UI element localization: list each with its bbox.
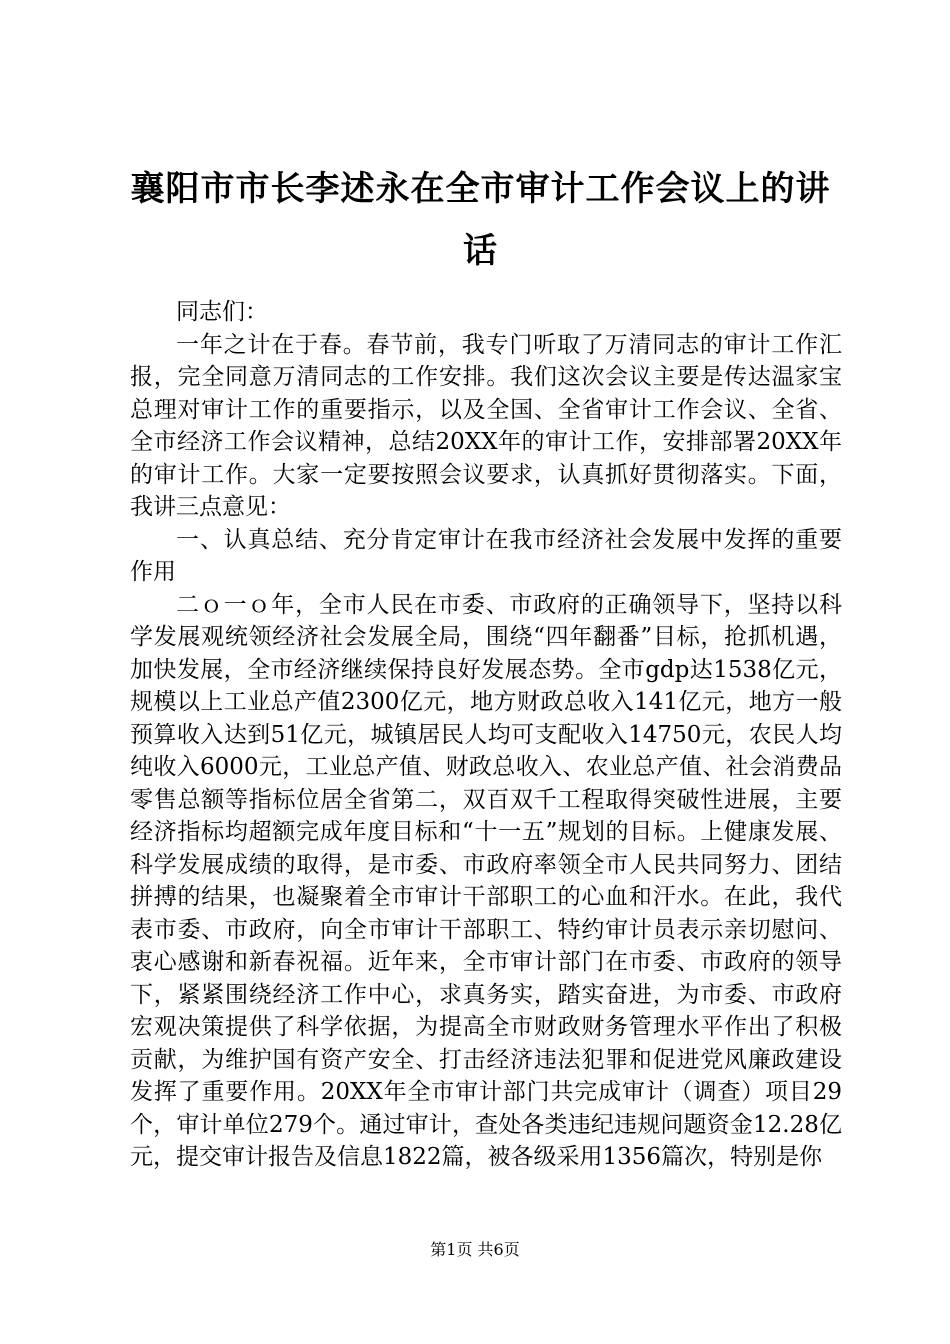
document-title: 襄阳市市长李述永在全市审计工作会议上的讲话	[130, 169, 831, 271]
paragraph-achievements: 二ｏ一ｏ年，全市人民在市委、市政府的正确领导下，坚持以科学发展观统领经济社会发展全局，围绕“四年翻番”目标，抢抓机遇，加快发展，全市经济继续保持良好发展态势。全市gdp达1538亿元，规模以上工业总产值2300亿元，地方财政总收入141亿元，地方一般预算收入达到51亿元，城镇居民人均可支配收入14750元，农民人均纯收入6000元，工业总产值、财政总收入、农业总产值、社会消费品零售总额等指标位居全省第二，双百双千工程取得突破性进展，主要经济指标均超额完成年度目标和“十一五”规划的目标。上健康发展、科学发展成绩的取得，是市委、市政府率领全市人民共同努力、团结拼搏的结果，也凝聚着全市审计干部职工的心血和汗水。在此，我代表市委、市政府，向全市审计干部职工、特约审计员表示亲切慰问、衷心感谢和新春祝福。近年来，全市审计部门在市委、市政府的领导下，紧紧围绕经济工作中心，求真务实，踏实奋进，为市委、市政府宏观决策提供了科学依据，为提高全市财政财务管理水平作出了积极贡献，为维护国有资产安全、打击经济违法犯罪和促进党风廉政建设发挥了重要作用。20XX年全市审计部门共完成审计（调查）项目29个，审计单位279个。通过审计，查处各类违纪违规问题资金12.28亿元，提交审计报告及信息1822篇，被各级采用1356篇次，特别是你	[130, 591, 842, 1170]
page-footer: 第1页 共6页	[430, 1240, 520, 1259]
paragraph-section-heading: 一、认真总结、充分肯定审计在我市经济社会发展中发挥的重要作用	[130, 526, 842, 585]
document-body	[130, 296, 842, 1174]
paragraph-intro: 一年之计在于春。春节前，我专门听取了万清同志的审计工作汇报，完全同意万清同志的工作安排。我们这次会议主要是传达温家宝总理对审计工作的重要指示，以及全国、全省审计工作会议、全省、全市经济工作会议精神，总结20XX年的审计工作，安排部署20XX年的审计工作。大家一定要按照会议要求，认真抓好贯彻落实。下面，我讲三点意见：	[130, 331, 842, 520]
paragraph-salutation: 同志们：	[176, 299, 268, 325]
